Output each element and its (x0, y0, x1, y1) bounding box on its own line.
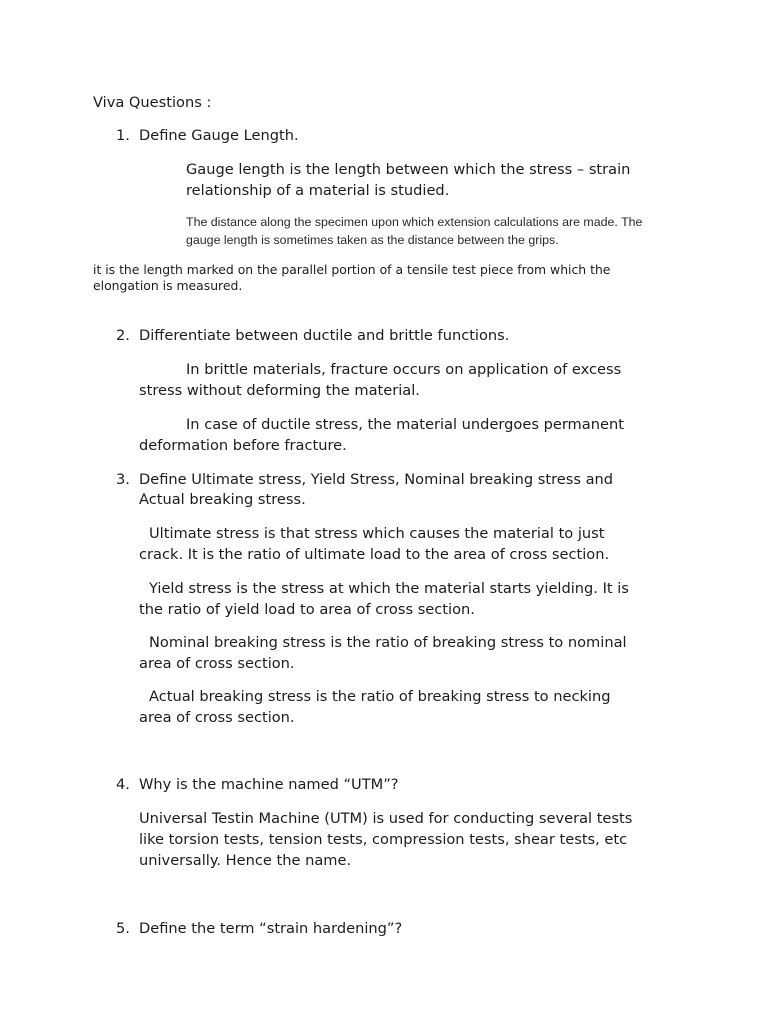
q3-answer-4-line-2: area of cross section. (139, 709, 295, 726)
q2-answer-2-line-1: In case of ductile stress, the material undergoes permanent (186, 416, 624, 433)
page-heading: Viva Questions : (93, 94, 212, 111)
q2-number: 2. (116, 327, 130, 344)
q2-answer-1-line-2: stress without deforming the material. (139, 382, 420, 399)
q4-answer-line-3: universally. Hence the name. (139, 852, 352, 869)
q1-extra-line-1: it is the length marked on the parallel portion of a tensile test piece from which the (93, 262, 611, 277)
q1-extra-line-2: elongation is measured. (93, 278, 243, 293)
q4-question: Why is the machine named “UTM”? (139, 776, 399, 793)
q2-answer-2-line-2: deformation before fracture. (139, 437, 347, 454)
q1-question: Define Gauge Length. (139, 127, 299, 144)
q5-number: 5. (116, 920, 130, 937)
q3-number: 3. (116, 471, 130, 488)
q3-question-line-2: Actual breaking stress. (139, 491, 306, 508)
q3-answer-2-line-2: the ratio of yield load to area of cross section. (139, 601, 475, 618)
q5-question: Define the term “strain hardening”? (139, 920, 403, 937)
q3-answer-1-line-2: crack. It is the ratio of ultimate load to the area of cross section. (139, 546, 610, 563)
q3-question-line-1: Define Ultimate stress, Yield Stress, Nominal breaking stress and (139, 471, 614, 488)
q1-note-line-2: gauge length is sometimes taken as the distance between the grips. (186, 233, 559, 247)
q2-answer-1-line-1: In brittle materials, fracture occurs on application of excess (186, 361, 622, 378)
q1-answer-line-1: Gauge length is the length between which the stress – strain (186, 161, 631, 178)
q3-answer-4-line-1: Actual breaking stress is the ratio of breaking stress to necking (149, 688, 611, 705)
q4-number: 4. (116, 776, 130, 793)
q3-answer-1-line-1: Ultimate stress is that stress which causes the material to just (149, 525, 605, 542)
q3-answer-3-line-2: area of cross section. (139, 655, 295, 672)
q1-number: 1. (116, 127, 130, 144)
q3-answer-3-line-1: Nominal breaking stress is the ratio of breaking stress to nominal (149, 634, 627, 651)
q2-question: Differentiate between ductile and brittle functions. (139, 327, 510, 344)
q1-note-line-1: The distance along the specimen upon which extension calculations are made. The (186, 215, 643, 229)
q1-answer-line-2: relationship of a material is studied. (186, 182, 450, 199)
q4-answer-line-1: Universal Testin Machine (UTM) is used for conducting several tests (139, 810, 633, 827)
q4-answer-line-2: like torsion tests, tension tests, compression tests, shear tests, etc (139, 831, 628, 848)
q3-answer-2-line-1: Yield stress is the stress at which the material starts yielding. It is (149, 580, 629, 597)
